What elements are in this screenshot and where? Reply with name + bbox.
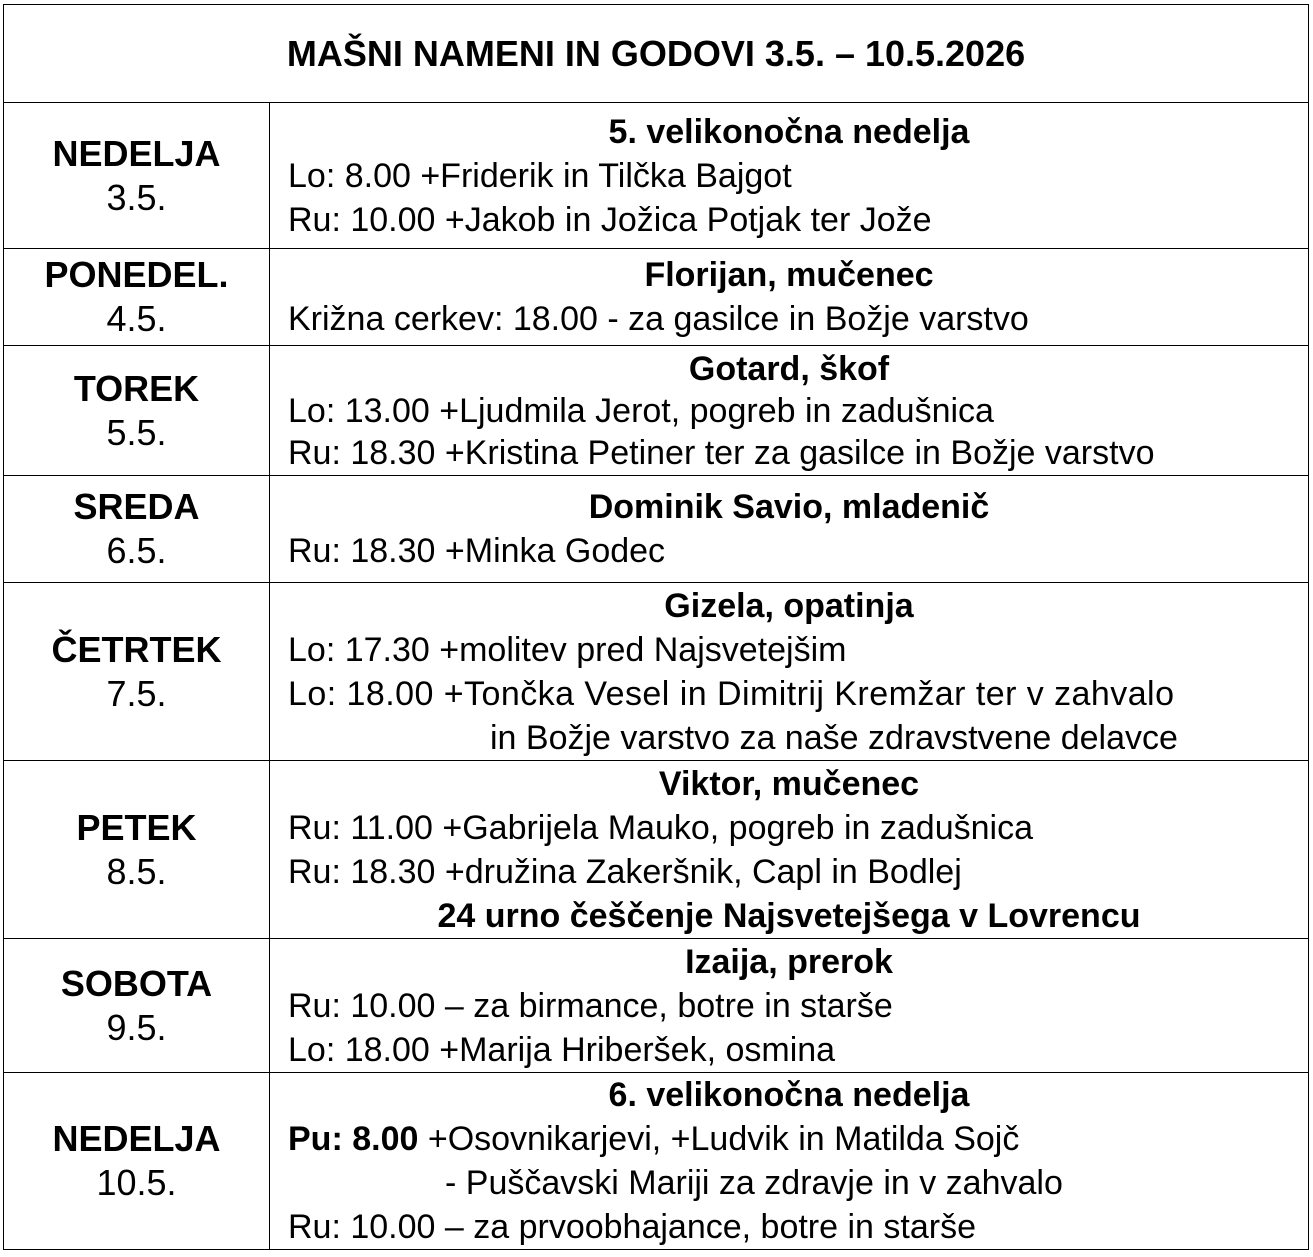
entries-cell — [270, 761, 1309, 939]
day-name: ČETRTEK — [51, 628, 222, 670]
day-cell — [4, 103, 270, 249]
entries-cell — [270, 583, 1309, 761]
day-date: 3.5. — [106, 176, 167, 218]
day-date: 9.5. — [106, 1006, 167, 1048]
entries-cell — [270, 103, 1309, 249]
day-row-friday-8-5 — [4, 761, 1309, 939]
mass-entry: Ru: 18.30 +Kristina Petiner ter za gasilce in Božje varstvo — [288, 433, 1155, 472]
feast-title: Viktor, mučenec — [658, 764, 920, 803]
mass-entry: Lo: 13.00 +Ljudmila Jerot, pogreb in zadušnica — [288, 391, 994, 430]
feast-title: Dominik Savio, mladenič — [588, 488, 990, 526]
day-row-sunday-3-5 — [4, 103, 1309, 249]
mass-entry-continuation: in Božje varstvo za naše zdravstvene delavce — [490, 718, 1178, 757]
mass-entry: Lo: 17.30 +molitev pred Najsvetejšim — [288, 630, 847, 669]
mass-entry: Ru: 11.00 +Gabrijela Mauko, pogreb in zadušnica — [288, 808, 1033, 847]
day-row-monday-4-5 — [4, 249, 1309, 346]
day-date: 5.5. — [106, 411, 167, 453]
feast-title: Florijan, mučenec — [644, 256, 934, 294]
schedule-sheet — [3, 4, 1308, 1250]
entries-cell — [270, 476, 1309, 583]
day-date: 10.5. — [96, 1162, 177, 1203]
entries-cell — [270, 346, 1309, 476]
day-date: 4.5. — [106, 298, 167, 339]
day-cell — [4, 583, 270, 761]
mass-entry — [270, 1117, 1308, 1161]
day-date: 7.5. — [106, 672, 167, 714]
day-cell — [4, 761, 270, 939]
mass-entry: Lo: 18.00 +Tončka Vesel in Dimitrij Kremžar ter v zahvalo — [288, 674, 1175, 713]
day-cell — [4, 346, 270, 476]
mass-entry: Ru: 10.00 – za birmance, botre in starše — [288, 986, 893, 1025]
feast-title: 5. velikonočna nedelja — [608, 112, 970, 151]
day-cell — [4, 476, 270, 583]
feast-title: Izaija, prerok — [685, 942, 893, 981]
schedule-title: MAŠNI NAMENI IN GODOVI 3.5. – 10.5.2026 — [4, 5, 1309, 103]
mass-entry: Ru: 18.30 +družina Zakeršnik, Capl in Bodlej — [288, 852, 962, 891]
mass-time-bold: Pu: 8.00 — [288, 1120, 419, 1158]
feast-title: Gizela, opatinja — [664, 586, 914, 625]
day-cell — [4, 1073, 270, 1250]
day-cell — [4, 249, 270, 346]
day-name: NEDELJA — [52, 1118, 221, 1159]
entries-cell — [270, 249, 1309, 346]
mass-entry: Lo: 18.00 +Marija Hriberšek, osmina — [288, 1030, 836, 1069]
day-cell — [4, 939, 270, 1073]
mass-entry: Ru: 18.30 +Minka Godec — [288, 532, 666, 570]
mass-entry: Ru: 10.00 +Jakob in Jožica Potjak ter Jože — [288, 200, 932, 239]
day-name: SOBOTA — [60, 962, 213, 1004]
title-row — [4, 5, 1309, 103]
mass-entry-continuation: - Puščavski Mariji za zdravje in v zahvalo — [445, 1164, 1063, 1202]
mass-entry: Križna cerkev: 18.00 - za gasilce in Božje varstvo — [288, 300, 1029, 338]
mass-schedule-table — [3, 4, 1309, 1250]
feast-title: Gotard, škof — [688, 349, 890, 388]
mass-entry: Ru: 10.00 – za prvoobhajance, botre in starše — [288, 1208, 976, 1246]
mass-intention: +Osovnikarjevi, +Ludvik in Matilda Sojč — [427, 1120, 1020, 1158]
day-name: NEDELJA — [52, 132, 221, 174]
day-row-tuesday-5-5 — [4, 346, 1309, 476]
day-row-wednesday-6-5 — [4, 476, 1309, 583]
day-name: PETEK — [76, 806, 197, 848]
day-date: 8.5. — [106, 850, 167, 892]
day-row-thursday-7-5 — [4, 583, 1309, 761]
adoration-note: 24 urno češčenje Najsvetejšega v Lovrencu — [437, 896, 1141, 935]
feast-title: 6. velikonočna nedelja — [608, 1076, 970, 1114]
entries-cell — [270, 939, 1309, 1073]
mass-entry: Lo: 8.00 +Friderik in Tilčka Bajgot — [288, 156, 792, 195]
day-date: 6.5. — [106, 530, 167, 571]
day-row-sunday-10-5 — [4, 1073, 1309, 1250]
day-row-saturday-9-5 — [4, 939, 1309, 1073]
day-name: SREDA — [73, 486, 200, 527]
day-name: PONEDEL. — [44, 254, 229, 295]
day-name: TOREK — [73, 367, 200, 409]
entries-cell — [270, 1073, 1309, 1250]
